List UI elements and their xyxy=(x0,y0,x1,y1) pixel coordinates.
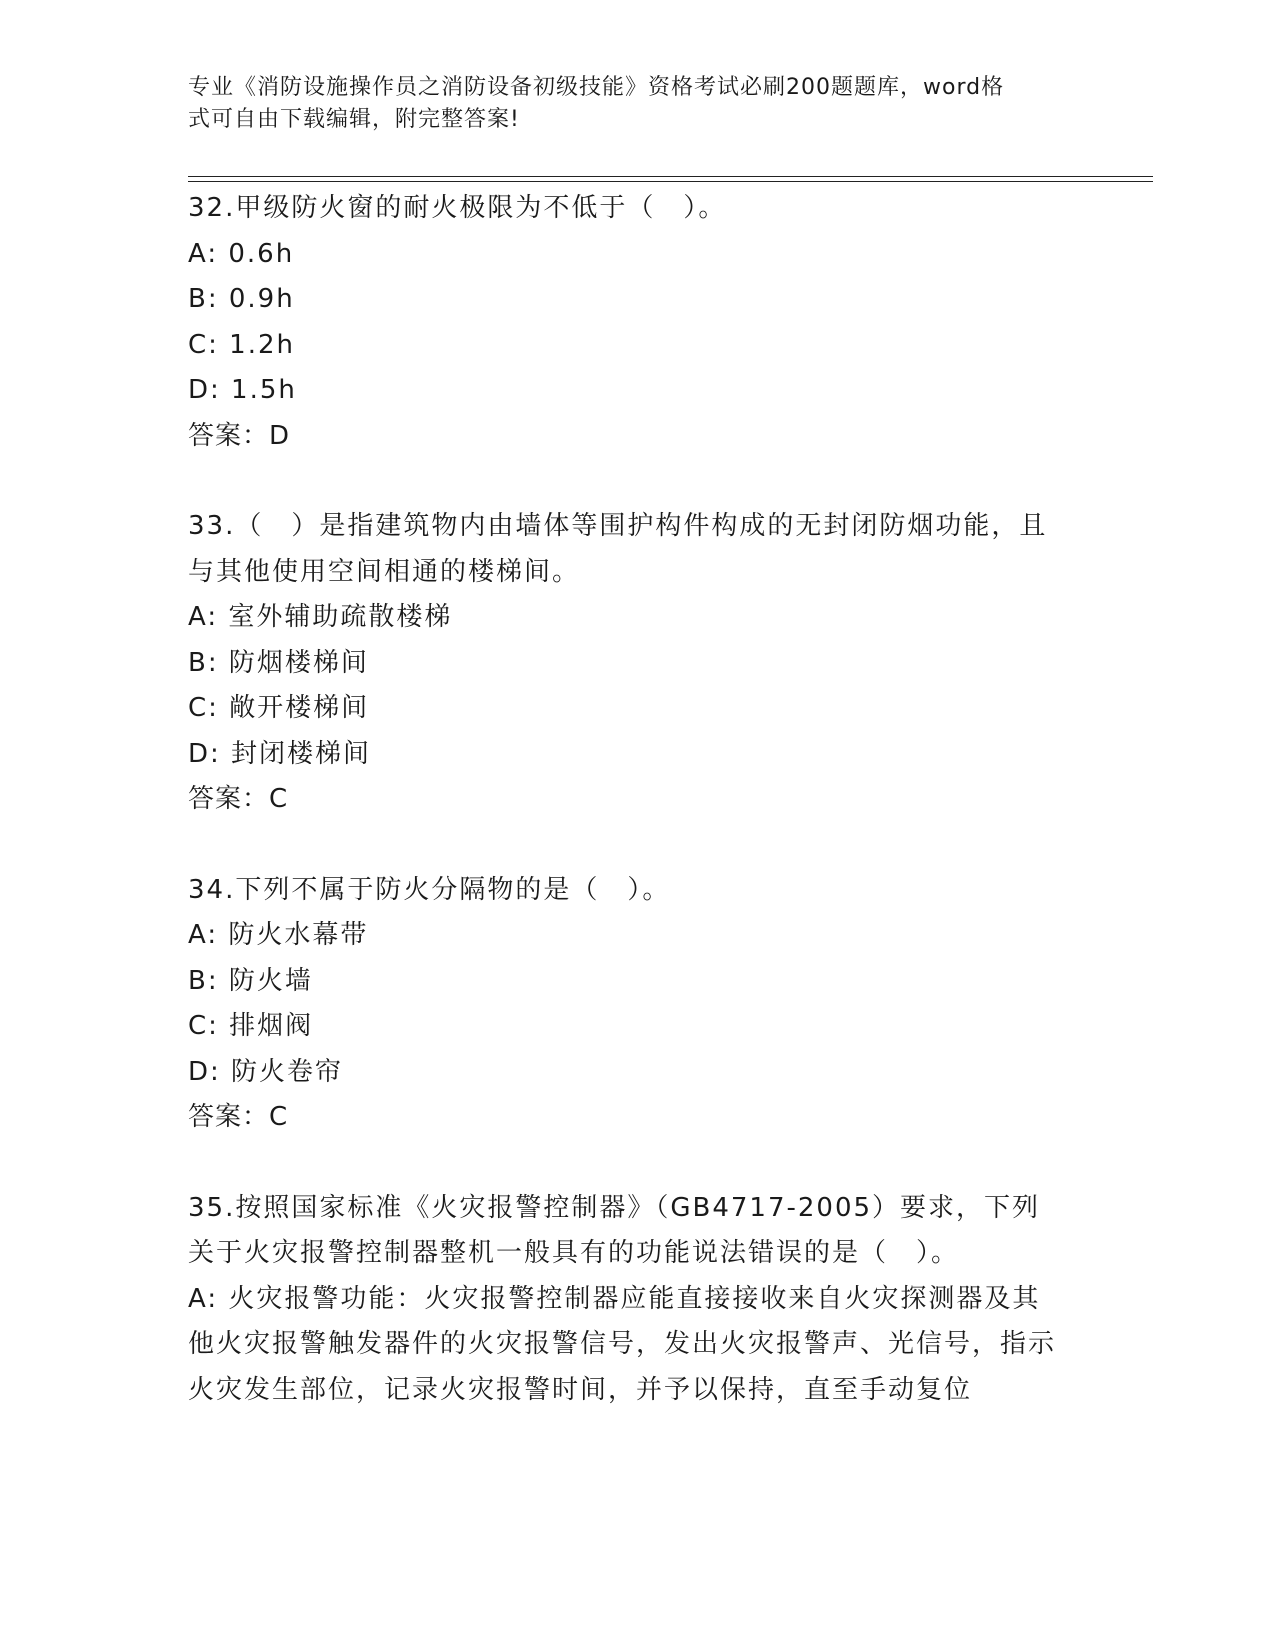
question-list xyxy=(188,186,1088,1413)
spacer xyxy=(188,459,1088,504)
question-32 xyxy=(188,186,1088,459)
header-divider-top xyxy=(188,176,1153,177)
question-33 xyxy=(188,504,1088,823)
header-divider-bottom xyxy=(188,181,1153,182)
answer-label: 答案：D xyxy=(188,420,291,451)
option-b: B: 防烟楼梯间 xyxy=(188,647,369,678)
spacer xyxy=(188,1141,1088,1186)
header-line-2: 式可自由下载编辑，附完整答案! xyxy=(188,107,520,132)
question-stem: 34.下列不属于防火分隔物的是（ ）。 xyxy=(188,874,671,905)
question-35 xyxy=(188,1186,1088,1414)
answer-label: 答案：C xyxy=(188,784,289,814)
document-header xyxy=(188,72,1068,136)
option-b: B: 0.9h xyxy=(188,284,295,314)
option-a: A: 防火水幕带 xyxy=(188,920,369,950)
spacer xyxy=(188,823,1088,868)
option-d: D: 1.5h xyxy=(188,375,297,405)
answer-label: 答案：C xyxy=(188,1102,289,1132)
question-34 xyxy=(188,868,1088,1141)
option-a: A: 室外辅助疏散楼梯 xyxy=(188,602,453,632)
option-d: D: 封闭楼梯间 xyxy=(188,738,372,769)
question-stem: 32.甲级防火窗的耐火极限为不低于（ ）。 xyxy=(188,193,727,223)
option-b: B: 防火墙 xyxy=(188,965,313,996)
option-c: C: 1.2h xyxy=(188,329,296,360)
option-c: C: 排烟阀 xyxy=(188,1011,314,1041)
question-stem: 35.按照国家标准《火灾报警控制器》（GB4717-2005）要求，下列关于火灾报警控制器整机一般具有的功能说法错误的是（ ）。 xyxy=(188,1192,1041,1268)
option-a: A: 0.6h xyxy=(188,238,295,269)
header-line-1: 专业《消防设施操作员之消防设备初级技能》资格考试必刷200题题库，word格 xyxy=(188,75,1005,100)
option-c: C: 敞开楼梯间 xyxy=(188,693,370,723)
option-d: D: 防火卷帘 xyxy=(188,1056,344,1087)
option-a: A: 火灾报警功能：火灾报警控制器应能直接接收来自火灾探测器及其他火灾报警触发器件的火灾报警信号，发出火灾报警声、光信号，指示火灾发生部位，记录火灾报警时间，并予以保持，直至手动复位 xyxy=(188,1283,1057,1405)
question-stem: 33.（ ）是指建筑物内由墙体等围护构件构成的无封闭防烟功能，且与其他使用空间相通的楼梯间。 xyxy=(188,511,1048,587)
